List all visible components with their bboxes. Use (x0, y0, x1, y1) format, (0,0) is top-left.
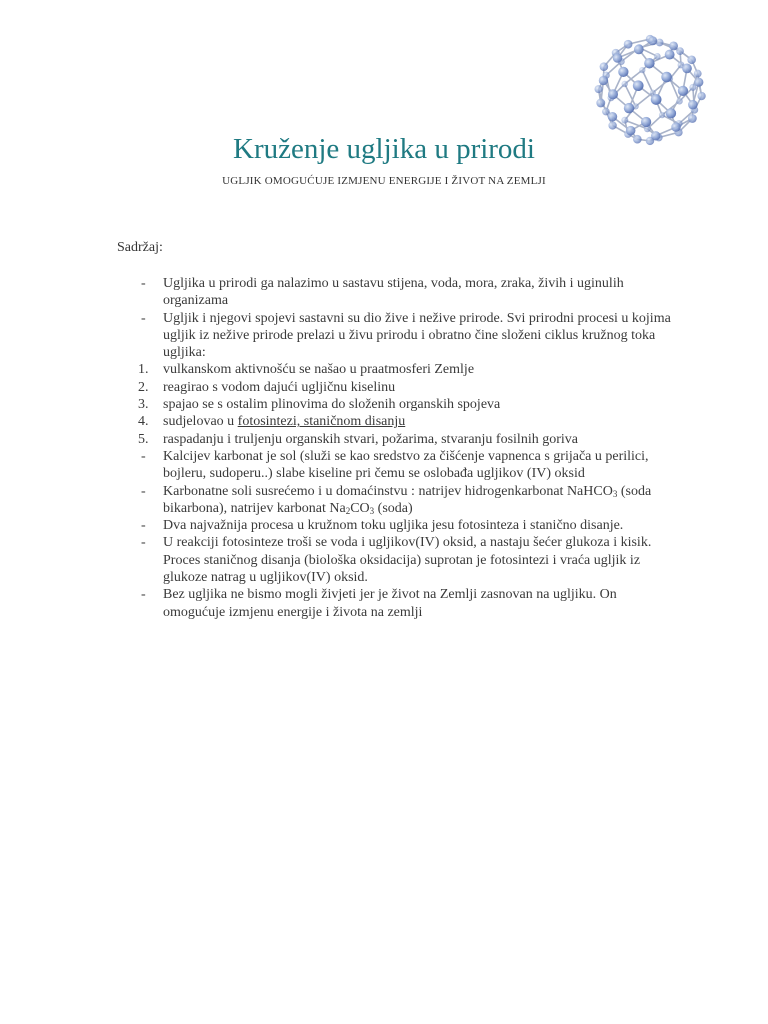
molecule-atom (621, 117, 628, 124)
bullet-marker: - (141, 276, 146, 291)
list-item-text: Bez ugljika ne bismo mogli živjeti jer je život na Zemlji zasnovan na ugljiku. On omogućuje izmjenu energije i života na zemlji (163, 587, 617, 620)
subscript: 2 (345, 505, 351, 516)
text-segment: CO (350, 500, 370, 516)
molecule-atom (624, 40, 633, 49)
molecule-atom (608, 89, 618, 99)
underlined-text: fotosintezi, staničnom disanju (237, 414, 406, 430)
bullet-marker: - (141, 587, 146, 603)
list-item (117, 534, 677, 586)
bullet-marker: - (141, 310, 146, 326)
molecule-atom (641, 117, 651, 127)
molecule-atom (600, 62, 609, 71)
list-item-text: Ugljika u prirodi ga nalazimo u sastavu stijena, voda, mora, zraka, živih i uginulih organizama (163, 276, 624, 309)
molecule-atom (595, 85, 603, 93)
molecule-atom (651, 94, 662, 105)
molecule-atom (624, 103, 634, 113)
list-item-text: Kalcijev karbonat je sol (služi se kao sredstvo za čišćenje vapnenca s grijača u perilici, bojleru, sudoperu..) slabe kiseline pri čemu se oslobađa ugljikov (IV) oksid (163, 448, 649, 482)
list-item (117, 586, 677, 621)
molecule-atom (654, 53, 661, 60)
number-marker: 1. (138, 362, 149, 378)
list-item-text: vulkanskom aktivnošću se našao u praatmosferi Zemlje (163, 362, 475, 378)
molecule-atom (665, 50, 675, 60)
molecule-atom (608, 112, 617, 121)
bullet-marker: - (141, 518, 146, 534)
list-item-text (163, 483, 677, 518)
subscript: 3 (612, 488, 618, 499)
list-item (117, 431, 677, 448)
molecule-atom (694, 78, 703, 87)
molecule-atom (633, 80, 644, 91)
molecule-atom (666, 108, 676, 118)
molecule-atom (687, 55, 696, 64)
list-item-text: spajao se s ostalim plinovima do složenih organskih spojeva (163, 397, 501, 413)
text-segment: sudjelovao u (163, 414, 238, 430)
molecule-atom (644, 58, 654, 68)
list-item (117, 448, 677, 483)
molecule-atom (697, 92, 705, 100)
list-item (117, 413, 677, 430)
list-item (117, 396, 677, 413)
molecule-atom (661, 72, 672, 83)
list-item-text: raspadanju i truljenju organskih stvari, požarima, stvaranju fosilnih goriva (163, 431, 578, 447)
molecule-atom (618, 67, 628, 77)
page-subtitle: UGLJIK OMOGUĆUJE IZMJENU ENERGIJE I ŽIVOT NA ZEMLJI (222, 175, 546, 187)
molecule-atom (639, 67, 645, 73)
molecule-atom (613, 53, 623, 63)
list-item (117, 310, 677, 362)
molecule-atom (648, 36, 657, 45)
list-item-text (163, 413, 677, 430)
text-segment: (soda) (374, 500, 413, 516)
number-marker: 5. (138, 431, 149, 447)
list-item (117, 517, 677, 534)
content-list (117, 275, 677, 621)
list-item (117, 275, 677, 310)
list-item (117, 361, 677, 378)
page-title: Kruženje ugljika u prirodi (233, 133, 535, 165)
number-marker: 3. (138, 397, 149, 413)
molecule-atom (608, 121, 616, 129)
list-item (117, 379, 677, 396)
molecule-atom (622, 81, 628, 87)
list-item-text: reagirao s vodom dajući ugljičnu kiselinu (163, 379, 396, 395)
molecule-atom (676, 47, 684, 55)
molecule-atom (688, 100, 698, 110)
bullet-marker: - (141, 483, 146, 499)
molecule-atom (599, 76, 608, 85)
list-item-text: U reakciji fotosinteze troši se voda i ugljikov(IV) oksid, a nastaju šećer glukoza i kisik. Proces staničnog disanja (biološka oksidacija) suprotan je fotosintezi i vraća ugljik iz glukoze natrag u ugljikov(IV) oksid. (163, 535, 652, 586)
text-segment: Karbonatne soli susrećemo i u domaćinstvu : natrijev hidrogenkarbonat NaHCO (163, 483, 613, 499)
contents-label: Sadržaj: (117, 240, 163, 255)
number-marker: 2. (138, 379, 149, 395)
molecule-atom (669, 41, 678, 50)
list-item-text: Dva najvažnija procesa u kružnom toku ugljika jesu fotosinteza i stanično disanje. (163, 518, 624, 534)
list-item (117, 483, 677, 518)
list-item-text: Ugljik i njegovi spojevi sastavni su dio žive i nežive prirode. Svi prirodni procesi u kojima ugljik iz nežive prirode prelazi u živu prirodu i obratno čine složeni ciklus kružnog toka ugljika: (163, 310, 671, 361)
bullet-marker: - (141, 448, 146, 464)
subscript: 3 (369, 505, 375, 516)
molecule-atom (659, 112, 665, 118)
molecule-atom (596, 99, 605, 108)
molecule-atom (682, 64, 692, 74)
bullet-marker: - (141, 535, 146, 551)
molecule-atom (678, 86, 688, 96)
molecule-atom (688, 114, 697, 123)
molecule-atom (676, 98, 682, 104)
molecule-atom (694, 70, 702, 78)
number-marker: 4. (138, 414, 149, 430)
fullerene-molecule-icon (592, 32, 708, 148)
molecule-atom (634, 45, 644, 55)
molecule-atom (671, 122, 681, 132)
text-segment: (soda bikarbona), natrijev karbonat Na (163, 483, 652, 516)
